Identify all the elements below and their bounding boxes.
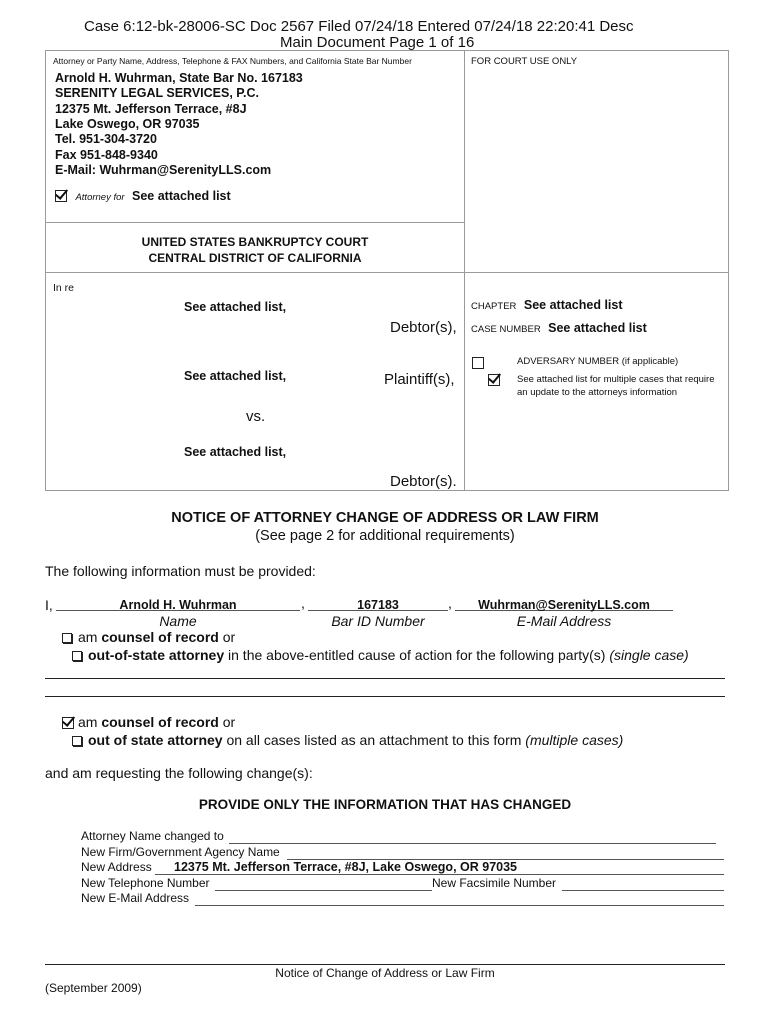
attorney-line-3: 12375 Mt. Jefferson Terrace, #8J [55, 102, 247, 116]
requesting-text: and am requesting the following change(s): [45, 765, 313, 781]
notice-title: NOTICE OF ATTORNEY CHANGE OF ADDRESS OR LAW FIRM [171, 510, 599, 526]
bar-value: 167183 [357, 598, 399, 612]
multi-counsel-option[interactable]: am counsel of record or [62, 714, 235, 730]
plaintiff-role: Plaintiff(s), [384, 371, 455, 388]
attorney-for-row [55, 187, 231, 205]
adversary-checkbox[interactable] [472, 357, 484, 369]
multi-counsel-box[interactable] [62, 717, 74, 729]
phone-field[interactable] [215, 890, 432, 891]
attorney-line-4: Lake Oswego, OR 97035 [55, 117, 200, 131]
attorney-block-label: Attorney or Party Name, Address, Telephone & FAX Numbers, and California State Bar Number [53, 56, 412, 66]
multi-oos-box[interactable] [72, 736, 82, 746]
party-line-1 [45, 678, 725, 679]
attorney-line-6: Fax 951-848-9340 [55, 148, 158, 162]
address-underline [155, 874, 724, 875]
multiple-cases-line1: See attached list for multiple cases that require [517, 374, 715, 385]
court-line-2: CENTRAL DISTRICT OF CALIFORNIA [148, 251, 362, 265]
attorney-name-field[interactable] [229, 843, 716, 844]
new-email-field[interactable] [195, 905, 724, 906]
bar-caption: Bar ID Number [331, 613, 425, 629]
fax-label: New Facsimile Number [432, 876, 557, 890]
attorney-for-checkbox[interactable] [55, 190, 67, 202]
name-caption: Name [159, 613, 197, 629]
party-line-2 [45, 696, 725, 697]
provide-only-heading: PROVIDE ONLY THE INFORMATION THAT HAS CHANGED [198, 797, 572, 812]
case-number-row [471, 319, 647, 337]
defendant-name: See attached list, [184, 445, 287, 459]
defendant-role: Debtor(s). [390, 473, 457, 490]
multiple-cases-line2: an update to the attorneys information [517, 387, 678, 398]
caption-divider [464, 50, 465, 491]
address-field[interactable]: 12375 Mt. Jefferson Terrace, #8J, Lake Oswego, OR 97035 [174, 860, 517, 874]
court-line-1: UNITED STATES BANKRUPTCY COURT [141, 235, 369, 249]
footer-rule [45, 964, 725, 965]
single-counsel-box[interactable] [62, 633, 72, 643]
attorney-for-label: Attorney for [75, 192, 125, 203]
footer-date: (September 2009) [45, 981, 142, 995]
debtor-role: Debtor(s), [390, 319, 457, 336]
case-header-line1: Case 6:12-bk-28006-SC Doc 2567 Filed 07/24/18 Entered 07/24/18 22:20:41 Desc [84, 18, 634, 35]
intro-text: The following information must be provided: [45, 563, 316, 579]
chapter-value: See attached list [523, 298, 623, 312]
adversary-label: ADVERSARY NUMBER (if applicable) [517, 356, 679, 367]
chapter-row [471, 296, 623, 314]
case-header-line2: Main Document Page 1 of 16 [280, 34, 475, 51]
footer-title: Notice of Change of Address or Law Firm [275, 966, 495, 980]
fax-field[interactable] [562, 890, 724, 891]
court-block-bottom [45, 272, 729, 273]
firm-label: New Firm/Government Agency Name [81, 845, 280, 859]
plaintiff-name: See attached list, [184, 369, 287, 383]
single-oos-option[interactable]: out-of-state attorney in the above-entitled cause of action for the following party(s) (single case) [72, 647, 689, 663]
address-label: New Address [81, 860, 152, 874]
name-value: Arnold H. Wuhrman [119, 598, 237, 612]
attorney-line-5: Tel. 951-304-3720 [55, 132, 157, 146]
email-value: Wuhrman@SerenityLLS.com [478, 598, 650, 612]
attorney-line-7: E-Mail: Wuhrman@SerenityLLS.com [55, 163, 272, 177]
attorney-name-label: Attorney Name changed to [81, 829, 224, 843]
phone-label: New Telephone Number [81, 876, 210, 890]
single-counsel-option[interactable]: am counsel of record or [62, 629, 235, 645]
debtor-name: See attached list, [184, 300, 287, 314]
email-label: New E-Mail Address [81, 891, 190, 905]
attorney-line-2: SERENITY LEGAL SERVICES, P.C. [55, 86, 259, 100]
vs-label: vs. [246, 408, 266, 425]
case-number-value: See attached list [548, 321, 647, 335]
in-re-label: In re [53, 282, 75, 294]
notice-subtitle: (See page 2 for additional requirements) [255, 528, 515, 544]
attorney-block-bottom [45, 222, 465, 223]
chapter-label: CHAPTER [471, 301, 517, 312]
attorney-for-value: See attached list [132, 189, 231, 203]
i-prefix: I, [45, 597, 53, 613]
multiple-cases-checkbox[interactable] [488, 374, 500, 386]
email-caption: E-Mail Address [516, 613, 612, 629]
single-oos-box[interactable] [72, 651, 82, 661]
case-number-label: CASE NUMBER [471, 324, 541, 335]
multi-oos-option[interactable]: out of state attorney on all cases listed as an attachment to this form (multiple cases) [72, 732, 623, 748]
court-use-label: FOR COURT USE ONLY [471, 56, 578, 67]
attorney-line-1: Arnold H. Wuhrman, State Bar No. 167183 [55, 71, 303, 85]
